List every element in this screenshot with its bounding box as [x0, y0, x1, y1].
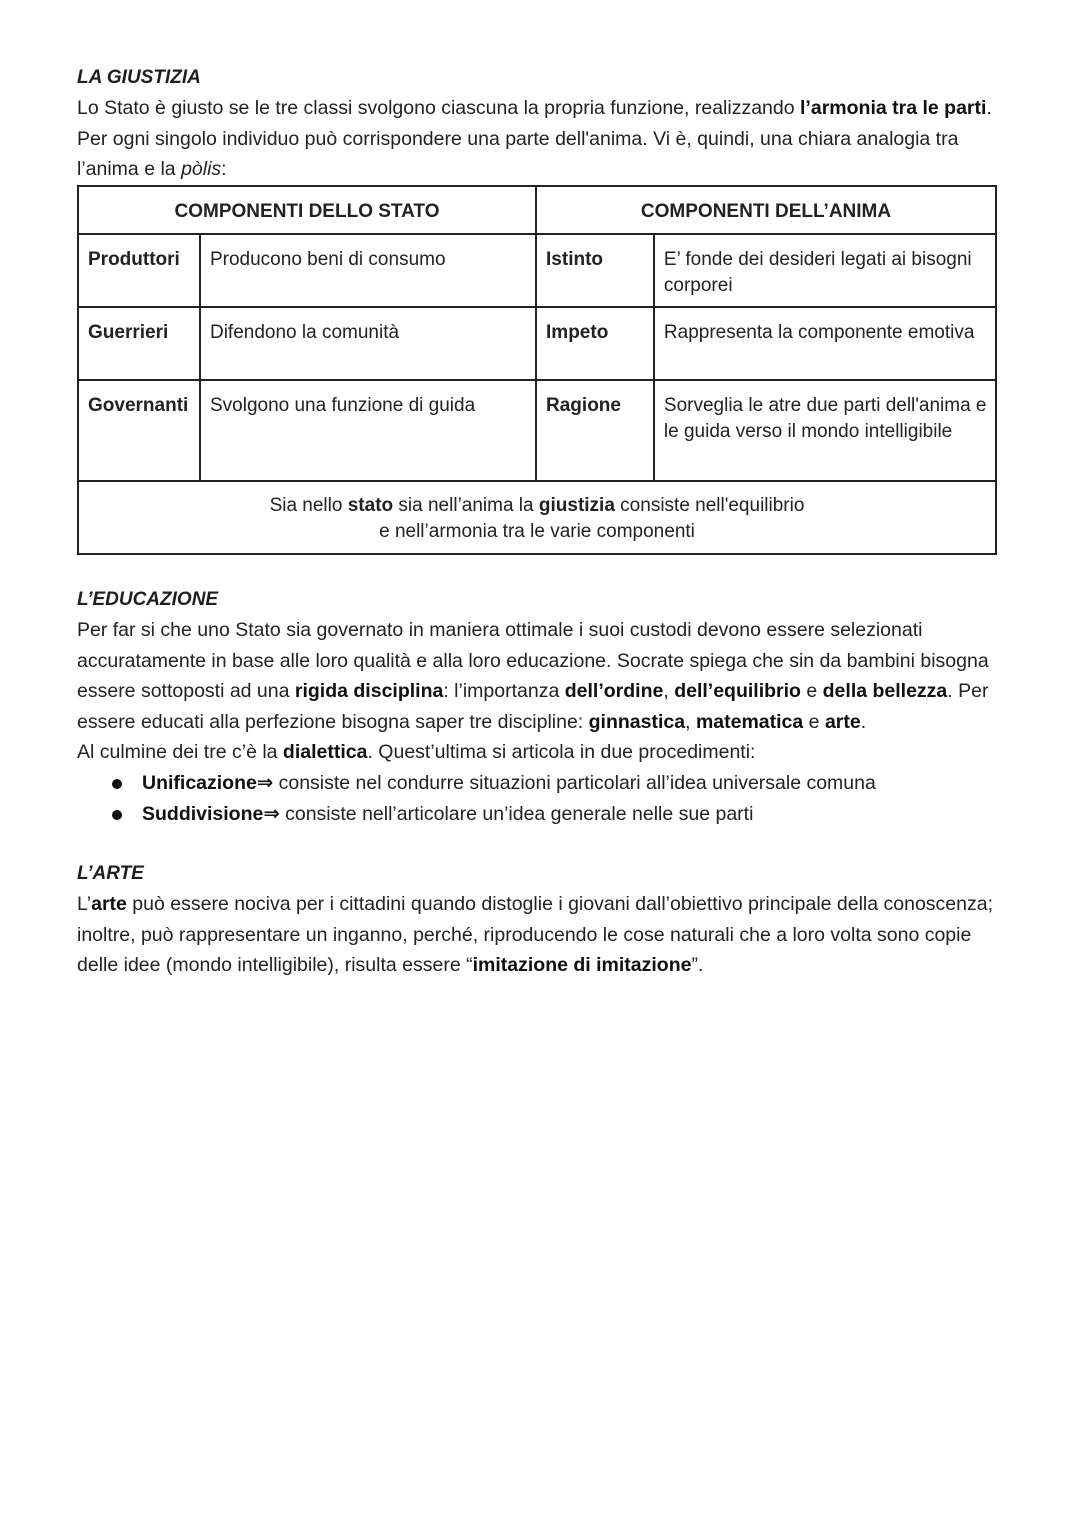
paragraph-giustizia	[77, 93, 1007, 185]
bold-text: della bellezza	[822, 680, 948, 702]
text: ,	[663, 680, 675, 702]
text: consiste nell'equilibrio	[614, 495, 805, 516]
text: ,	[685, 710, 696, 733]
text: sia nell’anima la	[393, 495, 539, 516]
bullet-term: Suddivisione⇒	[142, 802, 280, 825]
text: e	[800, 680, 823, 702]
stato-label: Governanti	[78, 380, 200, 481]
stato-label: Produttori	[78, 234, 200, 307]
stato-desc: Svolgono una funzione di guida	[200, 380, 536, 481]
table-header-row	[78, 186, 996, 234]
bullet-list	[104, 768, 876, 829]
list-item	[104, 768, 876, 799]
bullet-icon	[112, 779, 122, 789]
text: .	[986, 97, 992, 119]
text: Per far si che uno Stato sia governato in maniera ottimale i suoi custodi devono essere selezionati accuratamente in base alle loro qualità e alla loro educazione. Socrate spiega che sin da bambini bisogna essere sottoposti ad una	[77, 619, 989, 702]
text: L’	[77, 893, 92, 915]
header-anima: COMPONENTI DELL’ANIMA	[536, 186, 996, 234]
text: e	[803, 710, 825, 733]
table-row	[78, 234, 996, 307]
anima-desc: E’ fonde dei desideri legati ai bisogni corporei	[654, 234, 996, 307]
bold-text: dell’equilibrio	[674, 680, 801, 702]
bullet-icon	[112, 810, 122, 820]
bullet-term: Unificazione⇒	[142, 772, 274, 794]
bold-text: dialettica	[282, 741, 368, 763]
bold-text: dell’ordine	[564, 680, 664, 702]
text: può essere nociva per i cittadini quando distoglie i giovani dall’obiettivo principale della conoscenza; inoltre, può rappresentare un inganno, perché, riproducendo le cose naturali che a loro volta sono copie delle idee (mondo intelligibile), risulta essere “	[77, 893, 994, 976]
table-row	[78, 380, 996, 481]
text: . Quest’ultima si articola in due procedimenti:	[367, 741, 756, 763]
paragraph-arte	[77, 889, 1007, 981]
section-title-educazione: L’EDUCAZIONE	[77, 589, 219, 610]
text: Lo Stato è giusto se le tre classi svolgono ciascuna la propria funzione, realizzando	[77, 97, 801, 119]
italic-text: pòlis	[181, 158, 222, 180]
anima-label: Istinto	[536, 234, 654, 307]
text: e nell’armonia tra le varie componenti	[379, 521, 695, 542]
anima-label: Ragione	[536, 380, 654, 481]
summary-cell	[78, 481, 996, 554]
bold-text: l’armonia tra le parti	[800, 97, 987, 119]
anima-desc: Sorveglia le atre due parti dell'anima e le guida verso il mondo intelligibile	[654, 380, 996, 481]
comparison-table	[77, 185, 997, 555]
text: Sia nello	[269, 495, 348, 516]
bold-text: giustizia	[538, 495, 615, 516]
bold-text: imitazione di imitazione	[472, 954, 692, 976]
table-row	[78, 307, 996, 380]
bold-text: matematica	[695, 710, 804, 733]
bold-text: arte	[824, 710, 861, 733]
bullet-text: consiste nel condurre situazioni particolari all’idea universale comuna	[273, 772, 876, 794]
table-summary-row	[78, 481, 996, 554]
section-title-arte: L’ARTE	[77, 863, 144, 884]
bold-text: rigida disciplina	[294, 680, 444, 702]
bold-text: ginnastica	[588, 710, 686, 733]
text: Al culmine dei tre c’è la	[77, 741, 283, 763]
bold-text: stato	[347, 495, 394, 516]
section-title-giustizia: LA GIUSTIZIA	[77, 67, 201, 88]
text: :	[221, 158, 227, 180]
text: .	[860, 710, 867, 733]
text: : l’importanza	[443, 680, 565, 702]
stato-label: Guerrieri	[78, 307, 200, 380]
bullet-text: consiste nell’articolare un’idea generale nelle sue parti	[279, 802, 754, 825]
stato-desc: Difendono la comunità	[200, 307, 536, 380]
paragraph-educazione	[77, 615, 1007, 768]
anima-label: Impeto	[536, 307, 654, 380]
anima-desc: Rappresenta la componente emotiva	[654, 307, 996, 380]
list-item	[104, 799, 876, 830]
bold-text: arte	[91, 893, 127, 915]
header-stato: COMPONENTI DELLO STATO	[78, 186, 536, 234]
text: Per ogni singolo individuo può corrispondere una parte dell'anima. Vi è, quindi, una chiara analogia tra l’anima e la	[77, 127, 959, 180]
text: ”.	[691, 954, 704, 976]
stato-desc: Producono beni di consumo	[200, 234, 536, 307]
text: . Per essere educati alla perfezione bisogna saper tre discipline:	[77, 680, 989, 733]
